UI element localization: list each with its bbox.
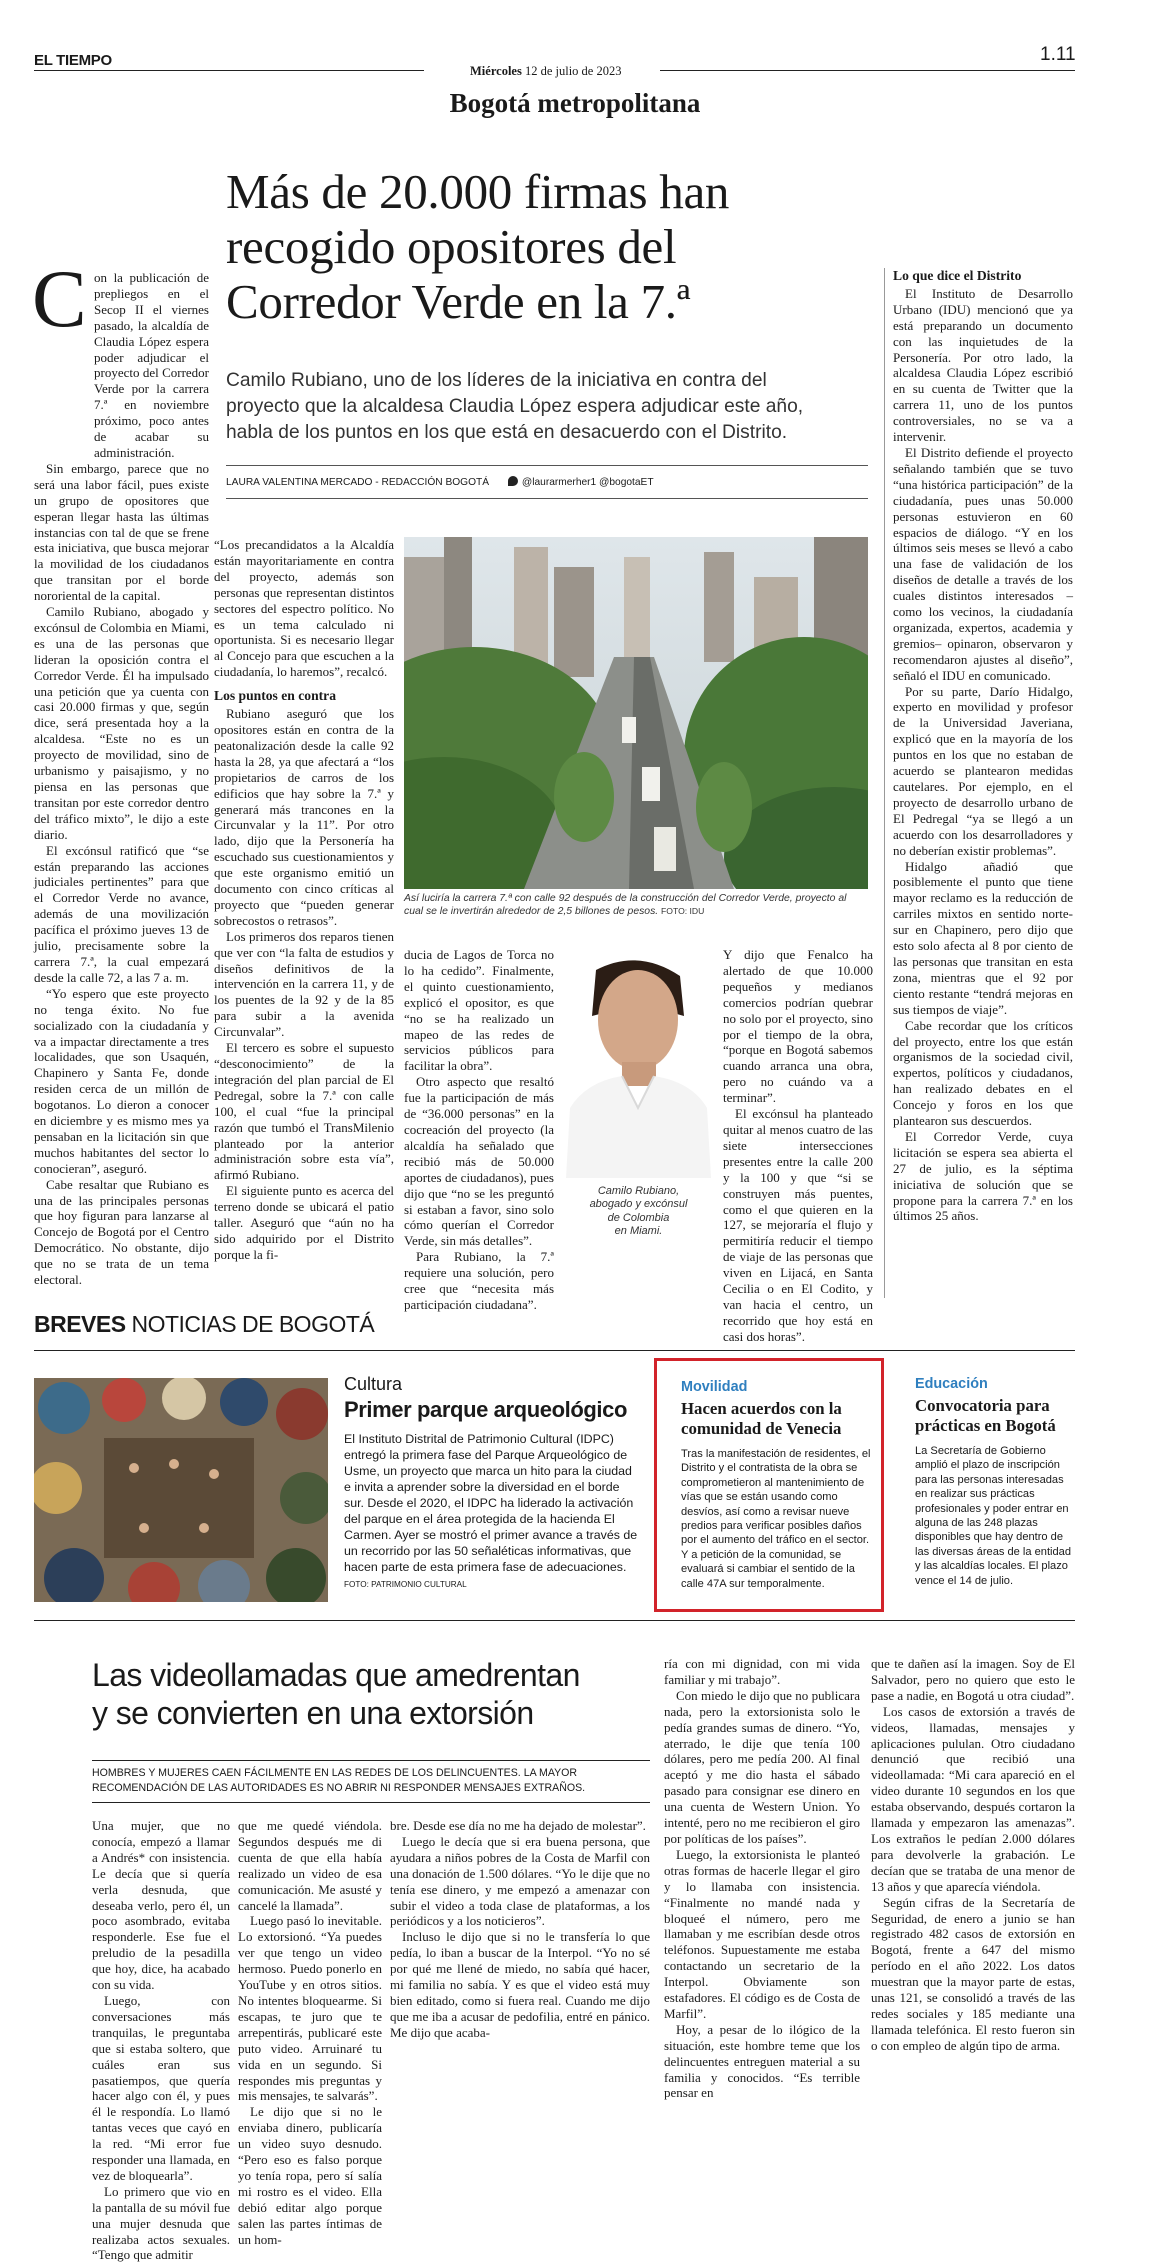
movilidad-body: Tras la manifestación de residentes, el Distrito y el contratista de la obra se comprometieron al mantenimiento de vías que se están usando como desvíos, así como a revisar nueve predios para verificar posibles daños por el aumento del tráfico en el sector. Y a petición de la comunidad, se evaluará si cambiar el sentido de la calle 47A sur temporalmente.	[681, 1448, 871, 1590]
second-col2-paragraph-3: Le dijo que si no le enviaba dinero, publicaría un video suyo desnudo. “Pero eso es falso porque yo tenía ropa, pero sí salía mi rostro es el video. Ella debió editar algo porque salen las partes íntimas de un hom-	[238, 2104, 382, 2247]
sidebar-divider	[884, 268, 885, 1298]
main-column-1	[34, 270, 209, 1288]
second-deck: HOMBRES Y MUJERES CAEN FÁCILMENTE EN LAS REDES DE LOS DELINCUENTES. LA MAYOR RECOMENDACIÓN DE LAS AUTORIDADES ES NO ABRIR NI RESPONDER MENSAJES EXTRAÑOS.	[92, 1767, 586, 1794]
col1-paragraph-4: El excónsul ratificó que “se están preparando las acciones judiciales pertinentes” para que el Corredor Verde no avance, además de una movilización pacífica el próximo jueves 13 de julio, precisamente sobre la carrera 7.ª, la cual empezará desde la calle 72, a las 7 a. m.	[34, 842, 209, 985]
brief-educacion	[915, 1376, 1075, 1588]
byline-social: @laurarmerher1 @bogotaET	[521, 477, 654, 488]
col3-paragraph-3: Para Rubiano, la 7.ª requiere una solución, pero cree que “necesita más participación ciudadana”.	[404, 1249, 554, 1312]
render-photo-credit: FOTO: IDU	[661, 906, 705, 917]
second-col1-paragraph-2: Luego, con conversaciones más tranquilas, le preguntaba que si estaba soltero, que cuáles eran sus pasatiempos, que quería hacer algo con él, y pues él le respondía. Lo llamó tantas veces que cayó en la red. “Mi error fue responder una llamada, en vez de bloquearla”.	[92, 1992, 230, 2183]
headline-line-2: recogido opositores del	[226, 219, 677, 274]
cultura-body	[344, 1431, 639, 1593]
educacion-title: Convocatoria para prácticas en Bogotá	[915, 1396, 1056, 1435]
headline-line-3: Corredor Verde en la 7.ª	[226, 274, 690, 329]
col1-paragraph-6: Cabe resaltar que Rubiano es una de las principales personas que hoy figuran para lanzarse al Concejo de Bogotá por el Centro Democrático. No obstante, dijo que no se trata de un tema electoral.	[34, 1176, 209, 1288]
drop-cap: C	[32, 253, 87, 344]
briefs-header	[34, 1311, 374, 1338]
second-col4-paragraph-2: Con miedo le dijo que no publicara nada, pero la extorsionista solo le pedía grandes sumas de dinero. “Yo, aterrado, le dije que tenía 100 dólares, pero me pedía 200. Al final aceptó y me dio hasta el sábado pasado para consignar ese dinero en una cuenta de Western Union. Yo intenté, pero no me recibieron el giro por políticas de los países”.	[664, 1687, 860, 1846]
byline-rule-bottom	[226, 498, 868, 499]
second-col4-paragraph-3: Luego, la extorsionista le planteó otras formas de hacerle llegar el giro y lo llamaba con insistencia. “Finalmente no mandé nada y bloqueé el número, pero me llamaban y me escribían desde otros teléfonos. Supuestamente me estaba contactando un secretario de la Interpol. Obviamente son estafadores. El código es de Costa de Marfil”.	[664, 1846, 860, 2021]
second-col3-paragraph-2: Luego le decía que si era buena persona, que ayudara a niños pobres de la Costa de Marfil con una donación de 1.500 dólares. “Yo le dije que no tenía ese dinero, y me empezó a amenazar con subir el video a toda clase de plataformas, a los periódicos y a los noticieros”.	[390, 1833, 650, 1929]
second-col5-paragraph-3: Según cifras de la Secretaría de Seguridad, de enero a junio se han registrado 482 casos de extorsión en Bogotá, frente a 647 del mismo período en el año 2022. Los datos muestran que la mayor parte de estas, unas 121, se consolidó a través de las redes sociales y 185 mediante una llamada telefónica. El resto fueron sin o con empleo de algún tipo de arma.	[871, 1894, 1075, 2053]
second-col3-paragraph-3: Incluso le dijo que si no le transfería lo que pedía, lo iban a buscar de la Interpol. “Yo no sé por qué me llené de miedo, no sabía qué hacer, mi familia no sabía. Y es que el video está muy bien editado, como si fuera real. Cuando me dijo que me iba a acusar de pedofilia, entré en pánico. Me dijo que acaba-	[390, 1929, 650, 2040]
brand-logo: EL TIEMPO	[34, 52, 112, 69]
col5-paragraph-1: Y dijo que Fenalco ha alertado de que 10.000 pequeños y medianos comercios podrían quebrar no solo por el proyecto, sino por el tiempo de la obra, “porque en Bogotá sabemos cuando arranca una obra, pero no cuándo va a terminar”.	[723, 947, 873, 1106]
briefs-header-rest: NOTICIAS DE BOGOTÁ	[131, 1311, 375, 1337]
col1-paragraph-2: Sin embargo, parece que no será una labor fácil, pues existe un grupo de opositores que esperan llegar hasta las últimas instancias con tal de que se frene esta iniciativa, que busca mejorar la movilidad de los ciudadanos que transitan por el borde nororiental de la capital.	[34, 460, 209, 604]
rubiano-portrait-photo	[566, 958, 711, 1178]
main-headline	[226, 164, 729, 329]
col2-paragraph-3: Los primeros dos reparos tienen que ver con “la falta de estudios y diseños definitivos de la intervención en la carrera 11, y de los puentes de la 92 y de la 85 para subir a la avenida Circunvalar”.	[214, 928, 394, 1040]
col1-paragraph-3: Camilo Rubiano, abogado y excónsul de Colombia en Miami, es una de las personas que lideran la oposición contra el Corredor Verde. Él ha impulsado una petición que ya cuenta con casi 20.000 firmas y que, según dice, será presentada hoy a la alcaldesa. “Este no es un proyecto de movilidad, sino de urbanismo y paisajismo, y no piensa en las personas que transitan por este corredor dentro del tráfico mixto”, le dijo a este diario.	[34, 604, 209, 842]
masthead-rule-left	[34, 70, 424, 71]
second-col3-paragraph-1: bre. Desde ese día no me ha dejado de molestar”.	[390, 1818, 646, 1833]
issue-date-rest: 12 de julio de 2023	[524, 64, 622, 78]
archaeological-park-photo	[34, 1378, 328, 1602]
masthead-rule-right	[660, 70, 1075, 71]
col5-paragraph-2: El excónsul ha planteado quitar al menos cuatro de las siete intersecciones presentes entre la calle 200 y la 100 y que “si se construyen más puentes, como el que quieren en la 127, se mejoraría el flujo y permitiría reducir el tiempo de viaje de las personas que viven en Lijacá, en Santa Cecilia o en El Codito, y van hacia el centro, un recorrido que hoy está en casi dos horas”.	[723, 1106, 873, 1344]
second-col4-paragraph-1: ría con mi dignidad, con mi vida familiar y mi trabajo”.	[664, 1656, 860, 1687]
second-col2-paragraph-2: Luego pasó lo inevitable. Lo extorsionó. “Ya puedes ver que tengo un video hermoso. Puedo ponerlo en YouTube y en otros sitios. No intentes bloquearme. Si escapas, te juro que te arrepentirás, publicaré este puto video. Arruinaré tu vida en un segundo. Si respondes mis preguntas y mis mensajes, te salvarás”.	[238, 1913, 382, 2104]
educacion-body: La Secretaría de Gobierno amplió el plazo de inscripción para las personas interesadas en realizar sus prácticas profesionales y poder entrar en alguna de las 248 plazas disponibles que hay dentro de las diversas áreas de la entidad y las alcaldías locales. El plazo vence el 14 de julio.	[915, 1445, 1072, 1587]
col2-paragraph-5: El siguiente punto es acerca del terreno donde se ubicará el patio taller. Aseguró que “aún no ha sido adquirido por el Distrito porque la fi-	[214, 1183, 394, 1262]
byline-rule-top	[226, 465, 868, 466]
page-number: 1.11	[1040, 44, 1076, 65]
sidebar-paragraph-2: El Distrito defiende el proyecto señalando también que se tuvo “una histórica participación” de la ciudadanía, pues unas 50.000 personas estuvieron en 60 espacios de diálogo. “Y en los últimos seis meses se llevó a cabo una fase de validación de los diseños de detalle a través de los cuales distintos interesados –como los vecinos, la ciudadanía organizada, expertos, academia y gremios– opinaron, observaron y recomendaron ajustes al diseño”, señaló el IDU en comunicado.	[893, 444, 1073, 683]
deck-line-1: Camilo Rubiano, uno de los líderes de la iniciativa en contra del	[226, 370, 767, 391]
second-column-4	[664, 1656, 860, 2101]
sidebar-paragraph-5: Cabe recordar que los críticos del proyecto, entre los que están organismos de la sociedad civil, expertos, políticos y ciudadanos, han realizado debates en el Concejo y foros en los que plantearon sus descuerdos.	[893, 1017, 1073, 1129]
cultura-kicker: Cultura	[344, 1374, 403, 1394]
second-col5-paragraph-1: que te dañen así la imagen. Soy de El Salvador, pero no quiero que esto le pase a nadie, en Bogotá u otra ciudad”.	[871, 1656, 1075, 1703]
issue-date	[470, 64, 621, 79]
second-headline-line-1: Las videollamadas que amedrentan	[92, 1657, 580, 1693]
deck-line-3: habla de los puntos en los que está en desacuerdo con el Distrito.	[226, 422, 788, 443]
sidebar-paragraph-6: El Corredor Verde, cuya licitación se espera sea abierta el 27 de julio, es la séptima iniciativa de solución que se propone para la carrera 7.ª en los últimos 25 años.	[893, 1128, 1073, 1224]
col3-paragraph-1: ducia de Lagos de Torca no lo ha cedido”. Finalmente, el quinto cuestionamiento, explicó el opositor, es que “no se ha realizado un mapeo de las redes de servicios públicos para facilitar la obra”.	[404, 947, 554, 1074]
render-caption-text: Así luciría la carrera 7.ª con calle 92 después de la construcción del Corredor Verde, proyecto al cual se le invertirán alrededor de 2,5 billones de pesos.	[404, 893, 847, 918]
cultura-photo-credit: FOTO: PATRIMONIO CULTURAL	[344, 1580, 467, 1589]
sidebar-paragraph-1: El Instituto de Desarrollo Urbano (IDU) mencionó que ya está preparando un documento con las inquietudes de la Personería. Por otro lado, la alcaldesa Claudia López escribió en su cuenta de Twitter que la carrera 11, uno de los puntos controversiales, no se va a intervenir.	[893, 285, 1073, 445]
briefs-bottom-rule	[34, 1620, 1075, 1621]
corredor-verde-render-photo	[404, 537, 868, 889]
issue-day: Miércoles	[470, 64, 522, 78]
col2-paragraph-2: Rubiano aseguró que los opositores están en contra de la peatonalización desde la calle 92 hasta la 28, ya que afectará a “los propietarios de carros de los edificios que hay sobre la 7.ª y generará más trancones en la Circunvalar y la 11”. Por otro lado, dijo que la Personería ha escuchado sus cuestionamientos y que este organismo emitió un documento con cinco críticas al proyecto que “pueden generar sobrecostos o retrasos”.	[214, 706, 394, 928]
portrait-caption-line-4: en Miami.	[614, 1225, 663, 1238]
briefs-rule	[34, 1350, 1075, 1351]
second-headline-line-2: y se convierten en una extorsión	[92, 1695, 534, 1731]
byline-author: LAURA VALENTINA MERCADO - REDACCIÓN BOGOTÁ	[226, 477, 490, 488]
twitter-icon	[508, 476, 518, 486]
second-column-3	[390, 1818, 650, 2041]
sidebar-paragraph-3: Por su parte, Darío Hidalgo, experto en movilidad y profesor de la Universidad Javeriana, explicó que en la mayoría de los puntos en los que no estaban de acuerdo se plantearon medidas cautelares. Por ejemplo, en el proyecto de desarrollo urbano de El Pedregal “ya se llegó a un acuerdo con los desarrolladores y no deberían existir problemas”.	[893, 683, 1073, 858]
col2-paragraph-1: “Los precandidatos a la Alcaldía están mayoritariamente en contra del proyecto, además son personas que representan distintos sectores del espectro político. No es un tema calculado ni oportunista. Si es necesario llegar al Concejo para que escuchen a la ciudadanía, lo haremos”, recalcó.	[214, 537, 394, 680]
render-illustration	[404, 537, 868, 889]
sidebar-district	[893, 268, 1073, 1224]
sidebar-title: Lo que dice el Distrito	[893, 268, 1022, 283]
deck-line-2: proyecto que la alcaldesa Claudia López espera adjudicar este año,	[226, 396, 804, 417]
sidebar-paragraph-4: Hidalgo añadió que posiblemente el punto que tiene mayor reclamo es la reducción de carriles mixtos en sentido norte-sur en Chapinero, pero dijo que esto solo afecta al 8 por ciento de las personas que transitan en esta zona, mientras que el 92 por ciento restante “tendrá mejoras en sus tiempos de viaje”.	[893, 858, 1073, 1017]
main-column-3	[404, 947, 554, 1313]
col1-paragraph-5: “Yo espero que este proyecto no tenga éxito. No fue socializado con la ciudadanía y va a impactar directamente a tres localidades, que son Usaquén, Chapinero y Santa Fe, donde residen cerca de un millón de bogotanos. Lo dieron a conocer en diciembre y es mismo mes ya pensaban en la licitación sin que muchos habitantes del sector lo conocieran”, aseguró.	[34, 985, 209, 1176]
col3-paragraph-2: Otro aspecto que resaltó fue la participación de más de “36.000 personas” en la cocreación del proyecto (la alcaldía ha señalado que recibió más de 50.000 aportes de ciudadanos), pues dijo que “no se les preguntó si estaban a favor, sino solo cómo querían el Corredor Verde, sin más detalles”.	[404, 1074, 554, 1249]
second-col5-paragraph-2: Los casos de extorsión a través de videos, llamadas, mensajes y aplicaciones pululan. Otro ciudadano denunció que recibió una videollamada: “Mi cara apareció en el video durante 10 segundos en los que estaba observando, después cortaron la llamada y empezaron las amenazas”. Los extraños le pedían 2.000 dólares para devolverle la grabación. Le decían que se trataba de una menor de 13 años y que aparecía viéndola.	[871, 1703, 1075, 1894]
portrait-caption-line-1: Camilo Rubiano,	[597, 1185, 680, 1197]
portrait-caption-line-2: abogado y excónsul	[589, 1198, 688, 1211]
second-col1-paragraph-3: Lo primero que vio en la pantalla de su móvil fue una mujer desnuda que realizaba actos sexuales. “Tengo que admitir	[92, 2183, 230, 2263]
brief-cultura	[344, 1374, 639, 1593]
briefs-header-bold: BREVES	[34, 1311, 126, 1337]
park-illustration	[34, 1378, 328, 1602]
main-column-2	[214, 537, 394, 1263]
col2-paragraph-4: El tercero es sobre el supuesto “desconocimiento” de la integración del plan parcial de El Pedregal, sobre la 7.ª con calle 100, el cual “fue la principal razón que tumbó el TransMilenio planteado por la anterior administración sobre esta vía”, afirmó Rubiano.	[214, 1040, 394, 1183]
main-column-5	[723, 947, 873, 1345]
cultura-title: Primer parque arqueológico	[344, 1397, 628, 1422]
second-deck-rule-top	[92, 1760, 650, 1761]
headline-line-1: Más de 20.000 firmas han	[226, 164, 730, 219]
byline	[226, 476, 654, 488]
second-col2-paragraph-1: que me quedé viéndola. Segundos después me di cuenta de que ella había realizado un video de esa comunicación. Me asusté y cancelé la llamada”.	[238, 1818, 382, 1913]
portrait-caption-line-3: de Colombia	[607, 1211, 670, 1224]
cultura-body-text: El Instituto Distrital de Patrimonio Cultural (IDPC) entregó la primera fase del Parque Arqueológico de Usme, un proyecto que marca un hito para la ciudad e invita a aprender sobre la diversidad en el borde sur. Desde el 2020, el IDPC ha liderado la activación del parque en el área protegida de la hacienda El Carmen. Ayer se mostró el primer avance a través de un recorrido por las 50 señaléticas informativas, que hacen parte de esta primera fase de adecuaciones.	[344, 1432, 638, 1574]
movilidad-kicker: Movilidad	[681, 1379, 748, 1395]
brief-movilidad	[654, 1358, 884, 1612]
second-column-1	[92, 1818, 230, 2263]
second-column-5	[871, 1656, 1075, 2054]
second-col4-paragraph-4: Hoy, a pesar de lo ilógico de la situación, este hombre teme que los delincuentes entreguen material a su familia y conocidos. “Es terrible pensar en	[664, 2021, 860, 2101]
second-deck-rule-bottom	[92, 1802, 650, 1803]
second-col1-paragraph-1: Una mujer, que no conocía, empezó a llamar a Andrés* con insistencia. Le decía que si quería verla desnuda, que deseaba verlo, pero él, un poco asombrado, evitaba responderle. Ese fue el preludio de la pesadilla que hoy, dice, ha acabado con su vida.	[92, 1818, 230, 1993]
educacion-kicker: Educación	[915, 1376, 988, 1392]
section-title: Bogotá metropolitana	[449, 88, 701, 118]
second-headline	[92, 1656, 580, 1732]
col1-paragraph-1: on la publicación de prepliegos en el Secop II el viernes pasado, la alcaldía de Claudia López espera poder adjudicar el proyecto del Corredor Verde por la carrera 7.ª en noviembre próximo, poco antes de acabar su administración.	[94, 270, 209, 460]
portrait-illustration	[566, 958, 711, 1178]
main-deck	[226, 368, 803, 446]
movilidad-title: Hacen acuerdos con la comunidad de Venecia	[681, 1399, 842, 1438]
second-column-2	[238, 1818, 382, 2247]
subhead-puntos: Los puntos en contra	[214, 688, 336, 704]
render-caption	[404, 893, 868, 919]
portrait-caption	[566, 1185, 711, 1239]
